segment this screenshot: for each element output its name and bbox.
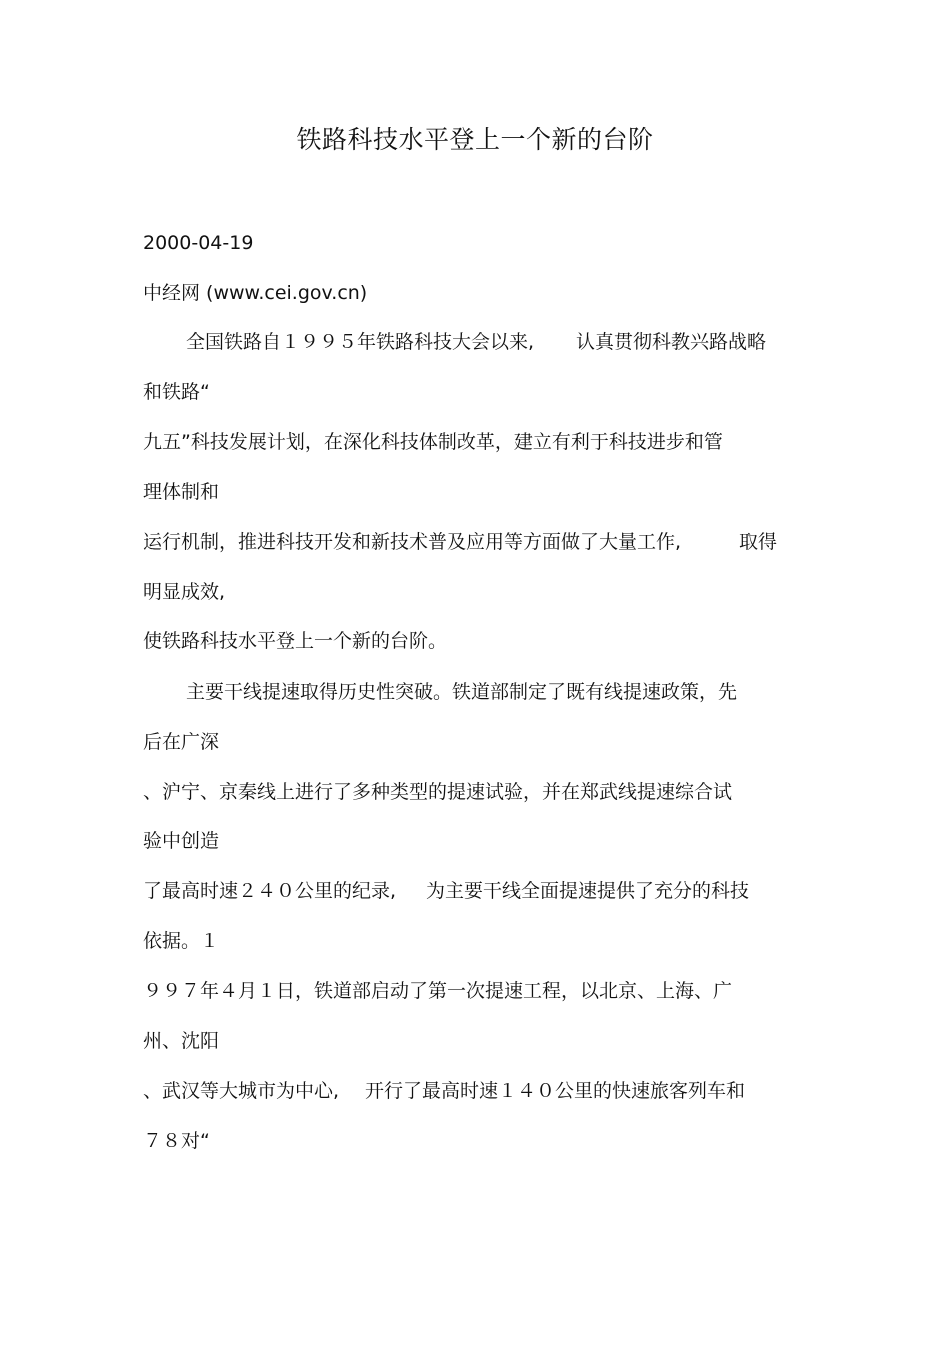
publish-date: 2000-04-19 — [143, 232, 254, 254]
paragraph-1-line-3: 九五”科技发展计划，在深化科技体制改革，建立有利于科技进步和管 — [143, 431, 723, 453]
paragraph-1-line-2: 和铁路“ — [143, 381, 210, 403]
paragraph-2-line-9 — [143, 1078, 745, 1104]
text-run: 为主要干线全面提速提供了充分的科技 — [426, 880, 750, 902]
paragraph-1-line-7: 使铁路科技水平登上一个新的台阶。 — [143, 630, 448, 652]
paragraph-2-line-7: ９９７年４月１日，铁道部启动了第一次提速工程，以北京、上海、广 — [143, 980, 733, 1002]
paragraph-1-line-5 — [143, 529, 777, 555]
paragraph-2-line-4: 验中创造 — [143, 830, 220, 852]
text-run: 全国铁路自１９９５年铁路科技大会以来, — [186, 331, 535, 353]
text-run: 开行了最高时速１４０公里的快速旅客列车和 — [365, 1080, 746, 1102]
text-run: 、武汉等大城市为中心, — [143, 1080, 340, 1102]
text-run: 取得 — [739, 531, 778, 553]
paragraph-2-line-8: 州、沈阳 — [143, 1030, 220, 1052]
source-line: 中经网 (www.cei.gov.cn) — [143, 282, 368, 304]
document-title: 铁路科技水平登上一个新的台阶 — [296, 125, 654, 154]
paragraph-1-line-1 — [186, 329, 766, 355]
text-run: 运行机制，推进科技开发和新技术普及应用等方面做了大量工作, — [143, 531, 682, 553]
paragraph-2-line-10: ７８对“ — [143, 1130, 210, 1152]
paragraph-2-line-6: 依据。１ — [143, 930, 220, 952]
paragraph-2-line-5 — [143, 878, 749, 904]
paragraph-2-line-2: 后在广深 — [143, 731, 220, 753]
paragraph-2-line-1: 主要干线提速取得历史性突破。铁道部制定了既有线提速政策，先 — [186, 681, 738, 703]
paragraph-2-line-3: 、沪宁、京秦线上进行了多种类型的提速试验，并在郑武线提速综合试 — [143, 781, 733, 803]
text-run: 认真贯彻科教兴路战略 — [576, 331, 767, 353]
paragraph-1-line-6: 明显成效, — [143, 581, 226, 603]
text-run: 了最高时速２４０公里的纪录, — [143, 880, 397, 902]
paragraph-1-line-4: 理体制和 — [143, 481, 220, 503]
